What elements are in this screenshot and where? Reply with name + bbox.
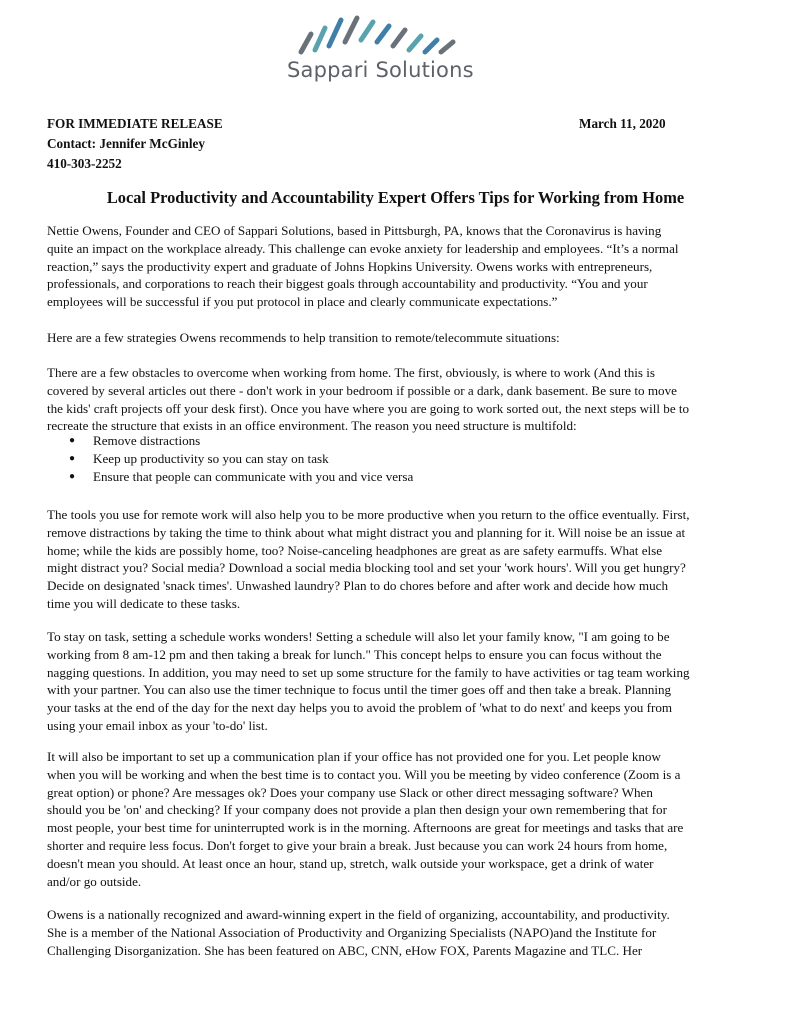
text-line: Decide on designated 'snack times'. Unwashed laundry? Plan to do chores before and after work and decide how much (47, 578, 669, 594)
text-line: working from 8 am-12 pm and then taking a break for lunch." This concept helps to ensure you can focus without the (47, 646, 662, 662)
text-line: your tasks at the end of the day for the next day helps you to avoid the problem of 'what to do next' and keeps you from (47, 700, 673, 716)
text-line: There are a few obstacles to overcome when working from home. The first, obviously, is where to work (And this is (47, 365, 655, 380)
text-line: nagging questions. In addition, you may need to set up some structure for the family to have activities or tag team working (47, 664, 690, 680)
paragraph-communication (47, 748, 747, 890)
release-label: FOR IMMEDIATE RELEASE (47, 116, 223, 131)
text-line: Nettie Owens, Founder and CEO of Sappari Solutions, based in Pittsburgh, PA, knows that the Coronavirus is having (47, 223, 662, 238)
paragraph-obstacles (47, 364, 747, 435)
text-line: might distract you? Social media? Download a social media blocking tool and set your 'work hours'. Will you get hungry? (47, 560, 686, 576)
text-line: when you will be working and when the best time is to contact you. Will you be meeting by video conference (Zoom is a (47, 766, 681, 782)
text-line: quite an impact on the workplace already. This challenge can evoke anxiety for leadership and employees. “It’s a normal (47, 240, 679, 256)
logo-mark-icon (295, 12, 479, 60)
paragraph-tools (47, 506, 747, 613)
text-line: and/or go outside. (47, 873, 142, 889)
text-line: home; while the kids are possibly home, too? Noise-canceling headphones are great as are safety earmuffs. What else (47, 542, 663, 558)
press-release-header (47, 114, 223, 174)
company-logo (287, 12, 487, 84)
paragraph-schedule (47, 628, 747, 735)
text-line: with your partner. You can also use the timer technique to focus until the timer goes off and then take a break. Planning (47, 682, 672, 698)
release-date-text: March 11, 2020 (579, 116, 666, 131)
text-line: shorter and require less focus. Don't forget to give your brain a break. Just because you can work 24 hours from home, (47, 837, 668, 853)
document-title: Local Productivity and Accountability Expert Offers Tips for Working from Home (106, 188, 685, 207)
text-line: covered by several articles out there - don't work in your bedroom if possible or a dark, dank basement. Be sure to move (47, 382, 677, 398)
text-line: recreate the structure that exists in an office environment. The reason you need structure is multifold: (47, 418, 577, 434)
text-line: It will also be important to set up a communication plan if your office has not provided one for you. Let people know (47, 749, 661, 764)
list-item: ● Keep up productivity so you can stay on task (47, 450, 413, 468)
paragraph-intro (47, 222, 747, 311)
text-line: The tools you use for remote work will also help you to be more productive when you return to the office eventually. First, (47, 507, 690, 522)
text-line: Challenging Disorganization. She has been featured on ABC, CNN, eHow FOX, Parents Magazine and TLC. Her (47, 942, 643, 958)
text-line: great option) or phone? Are messages ok? Does your company use Slack or other direct messaging software? When (47, 784, 653, 800)
bullet-list (47, 432, 413, 486)
list-item: ● Ensure that people can communicate with you and vice versa (47, 468, 413, 486)
text-line: remove distractions by taking the time to think about what might distract you and planning for it. Will noise be an issue at (47, 524, 686, 540)
text-line: employees will be successful if you put protocol in place and clearly communicate expectations.” (47, 294, 558, 310)
text-line: She is a member of the National Association of Productivity and Organizing Specialists (NAPO)and the Institute for (47, 924, 657, 940)
logo-company-name: Sappari Solutions (287, 58, 474, 82)
list-item: ● Remove distractions (47, 432, 413, 450)
text-line: reaction,” says the productivity expert and graduate of Johns Hopkins University. Owens works with entrepreneurs, (47, 258, 653, 274)
text-line: should you be 'on' and checking? If your company does not provide a plan then design your own remembering that for (47, 802, 667, 818)
text-line: Owens is a nationally recognized and award-winning expert in the field of organizing, accountability, and productivity. (47, 907, 670, 922)
contact-phone: 410-303-2252 (47, 156, 122, 171)
text-line: using your email inbox as your 'to-do' list. (47, 717, 268, 733)
text-line: doesn't mean you should. At least once an hour, stand up, stretch, walk outside your workspace, get a drink of water (47, 855, 654, 871)
text-line: the kids' craft projects off your desk first). Once you have where you are going to work sorted out, the next steps will be to (47, 400, 690, 416)
text-line: To stay on task, setting a schedule works wonders! Setting a schedule will also let your family know, "I am going to be (47, 629, 670, 644)
text-line: professionals, and corporations to reach their biggest goals through accountability and productivity. “You and your (47, 276, 648, 292)
text-line: time you will dedicate to these tasks. (47, 595, 241, 611)
paragraph-strategies-intro (47, 329, 747, 347)
paragraph-bio (47, 906, 747, 959)
text-line: most people, your best time for uninterrupted work is in the morning. Afternoons are great for meetings and tasks that are (47, 820, 684, 836)
contact-name: Contact: Jennifer McGinley (47, 136, 205, 151)
text-line: Here are a few strategies Owens recommends to help transition to remote/telecommute situations: (47, 330, 560, 345)
release-date (579, 114, 666, 134)
